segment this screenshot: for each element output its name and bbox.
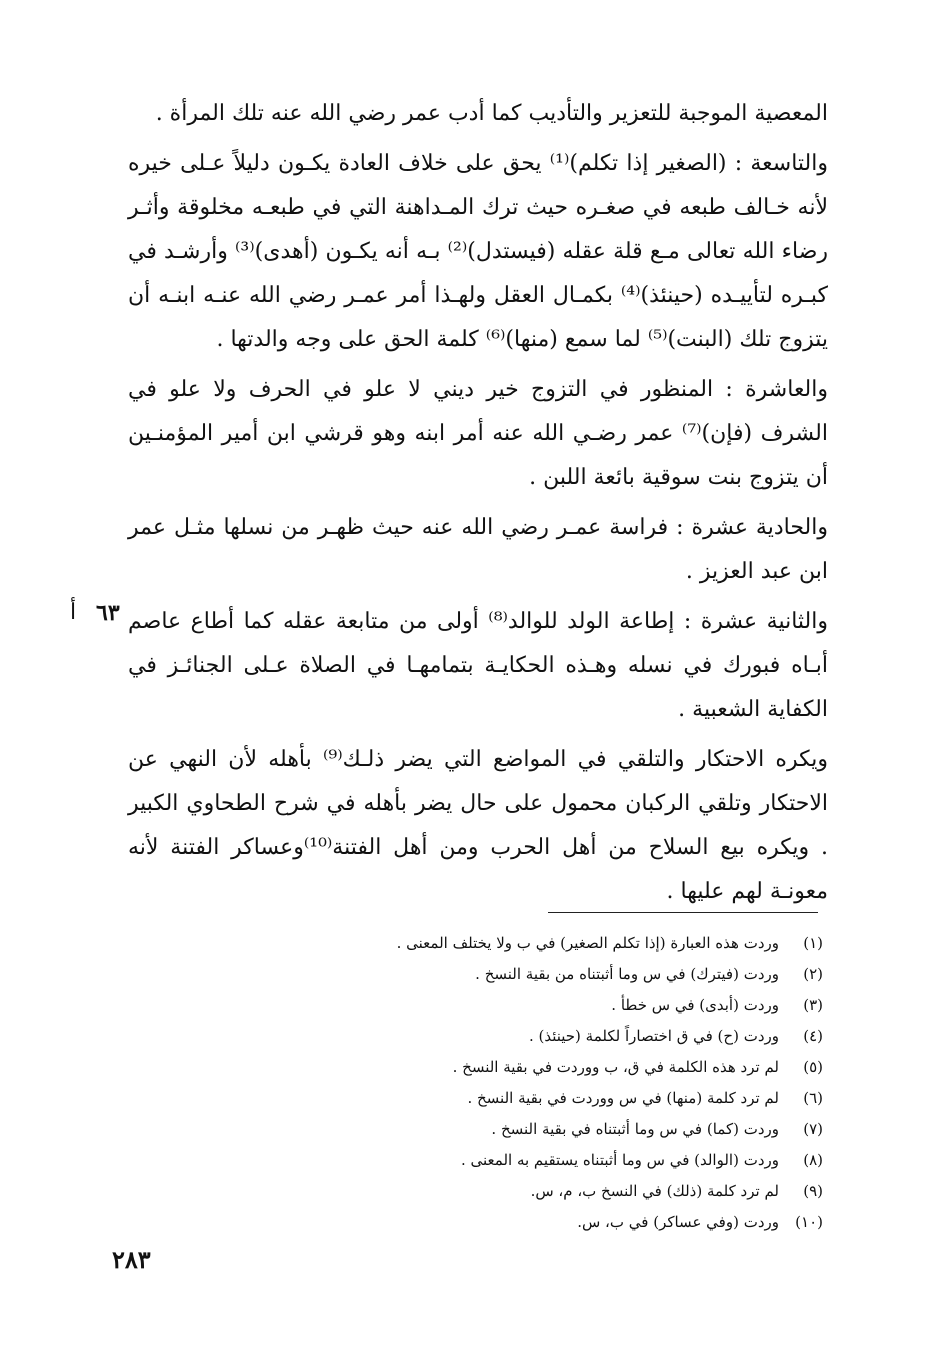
footnote-item <box>183 928 823 959</box>
footnote-number: (٥) <box>803 1058 823 1076</box>
footnote-item <box>183 990 823 1021</box>
manuscript-page-ref: ٦٣ <box>96 600 120 626</box>
footnote-item <box>183 1021 823 1052</box>
footnote-item <box>183 1114 823 1145</box>
footnote-number: (٨) <box>803 1151 823 1169</box>
page-number: ٢٨٣ <box>112 1245 151 1274</box>
paragraph-5: والثانية عشرة : إطاعة الولد للوالد⁽⁸⁾ أولى من متابعة عقله كما أطاع عاصم أبـاه فبورك في نسله وهـذه الحكايـة بتمامهـا في الصلاة عـلى الجنائـز في الكفاية الشعبية . <box>128 609 828 722</box>
footnote-text: وردت هذه العبارة (إذا تكلم الصغير) في ب ولا يختلف المعنى . <box>396 934 779 952</box>
footnote-text: وردت (كما) في س وما أثبتناه في بقية النسخ . <box>491 1120 779 1138</box>
footnote-text: وردت (ح) في ق اختصاراً لكلمة (حينئذ) . <box>528 1027 779 1045</box>
paragraph-3: والعاشرة : المنظور في التزوج خير ديني لا علو في الحرف ولا علو في الشرف (فإن)⁽⁷⁾ عمر رضـي الله عنه أمر ابنه وهو قرشي ابن أمير المؤمنـين أن يتزوج بنت سوقية بائعة اللبن . <box>128 377 829 490</box>
footnote-text: لم ترد كلمة (ذلك) في النسخ ب، م، س. <box>530 1182 779 1200</box>
footnote-item <box>183 1052 823 1083</box>
main-text <box>128 92 828 920</box>
paragraph-4: والحادية عشرة : فراسة عمـر رضي الله عنه حيث ظهـر من نسلها مثـل عمر ابن عبد العزيز . <box>128 515 828 584</box>
footnote-text: لم ترد هذه الكلمة في ق، ب ووردت في بقية النسخ . <box>452 1058 779 1076</box>
footnote-divider <box>548 912 818 913</box>
paragraph-6: ويكره الاحتكار والتلقي في المواضع التي يضر ذلـك⁽⁹⁾ بأهله لأن النهي عن الاحتكار وتلقي الركبان محمول على حال يضر بأهله في شرح الطحاوي الكبير . ويكره بيع السلاح من أهل الحرب ومن أهل الفتنة⁽¹⁰⁾وعساكر الفتنة لأنه معونـة لهم عليها . <box>128 747 828 904</box>
footnotes <box>183 928 823 1238</box>
footnote-number: (٧) <box>803 1120 823 1138</box>
footnote-item <box>183 1145 823 1176</box>
footnote-text: وردت (الوالد) في س وما أثبتناه يستقيم به المعنى . <box>460 1151 779 1169</box>
footnote-item <box>183 1207 823 1238</box>
footnote-number: (٣) <box>803 996 823 1014</box>
footnote-number: (٤) <box>803 1027 823 1045</box>
footnote-number: (١٠) <box>795 1213 823 1231</box>
footnote-item <box>183 959 823 990</box>
footnote-text: وردت (فيترك) في س وما أثبتناه من بقية النسخ . <box>475 965 779 983</box>
margin-note: أ <box>70 600 77 625</box>
footnote-text: وردت (وفي عساكر) في ب، س. <box>577 1213 779 1231</box>
footnote-text: لم ترد كلمة (منها) في س ووردت في بقية النسخ . <box>467 1089 779 1107</box>
footnote-number: (٩) <box>803 1182 823 1200</box>
footnote-number: (٦) <box>803 1089 823 1107</box>
paragraph-1: المعصية الموجبة للتعزير والتأديب كما أدب عمر رضي الله عنه تلك المرأة . <box>155 101 828 126</box>
footnote-item <box>183 1083 823 1114</box>
footnote-text: وردت (أبدى) في س خطأ . <box>611 996 779 1014</box>
footnote-number: (١) <box>803 934 823 952</box>
footnote-number: (٢) <box>803 965 823 983</box>
footnote-item <box>183 1176 823 1207</box>
paragraph-2: والتاسعة : (الصغير إذا تكلم)⁽¹⁾ يحق على خلاف العادة يكـون دليلاً عـلى خيره لأنه خـالف طبعه في صغـره حيث ترك المـداهنة التي في طبعـه مخلوقة وأثـر رضاء الله تعالى مـع قلة عقله (فيستدل)⁽²⁾ بـه أنه يكـون (أهدى)⁽³⁾ وأرشـد في كبـره لتأييـده (حينئذ)⁽⁴⁾ بكمـال العقل ولهـذا أمر عمـر رضي الله عنـه ابنـه أن يتزوج تلك (البنت)⁽⁵⁾ لما سمع (منها)⁽⁶⁾ كلمة الحق على وجه والدتها . <box>128 151 829 352</box>
